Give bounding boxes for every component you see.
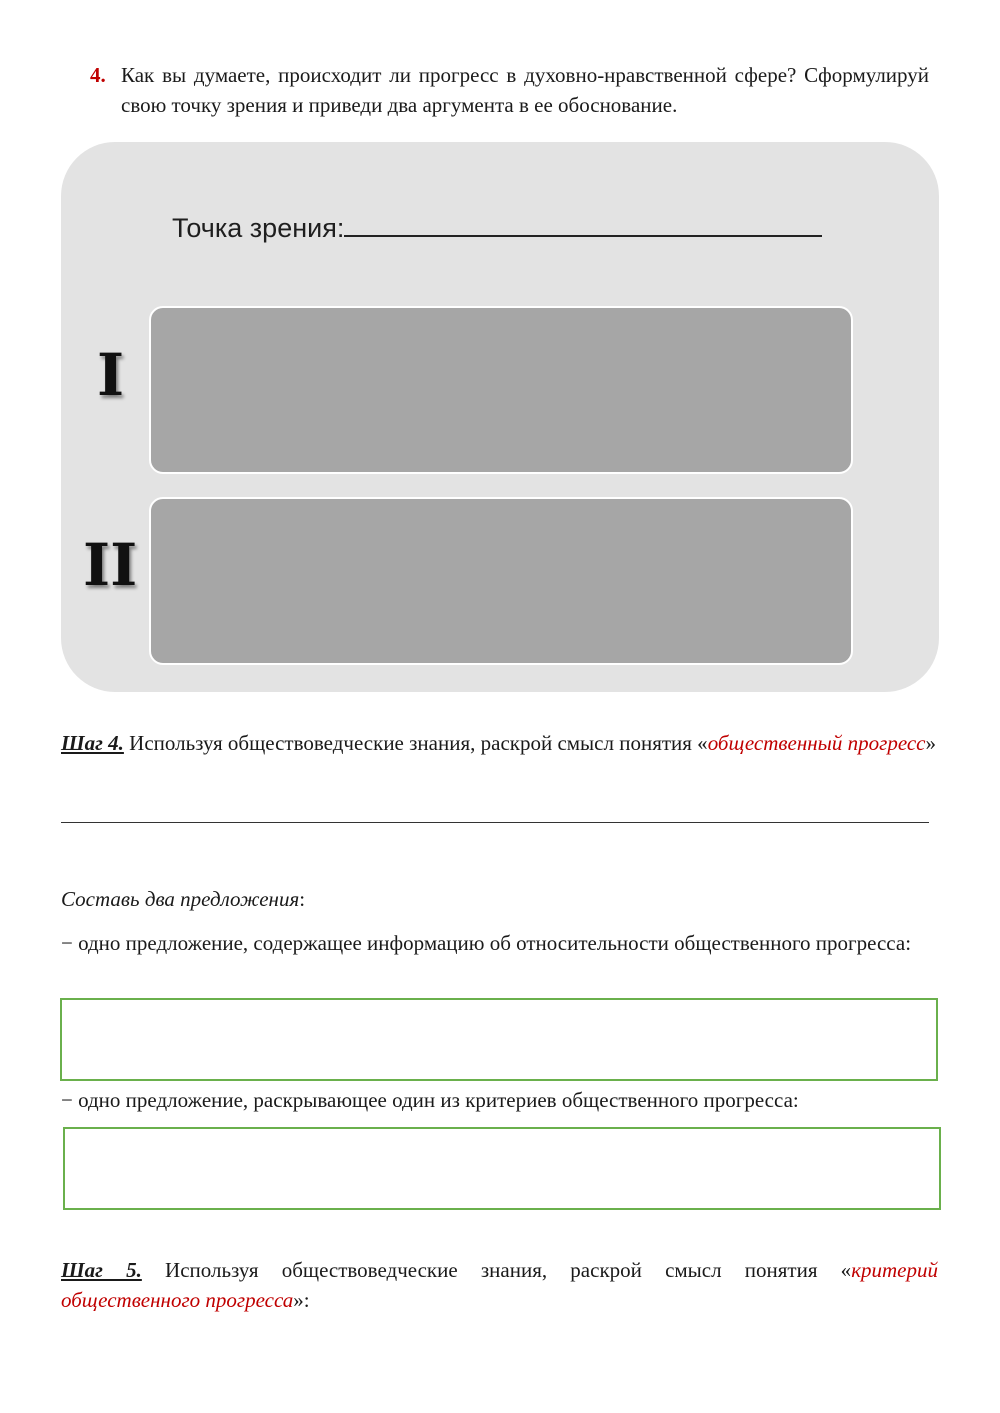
viewpoint-row	[172, 205, 832, 246]
compose-colon: :	[299, 887, 306, 911]
argument-2-box[interactable]	[149, 497, 853, 665]
viewpoint-label: Точка зрения:	[172, 213, 345, 243]
step-5-label: Шаг 5.	[61, 1258, 142, 1282]
sentence-2-answer-box[interactable]	[63, 1127, 941, 1210]
viewpoint-input-line[interactable]	[344, 205, 822, 237]
step-4-answer-line[interactable]	[61, 822, 929, 823]
argument-1-numeral: I	[97, 341, 125, 409]
step-4-closing: »	[925, 731, 937, 755]
step-5-text: Используя обществоведческие знания, раскрой смысл понятия «	[141, 1258, 852, 1282]
sentence-1-answer-box[interactable]	[60, 998, 938, 1081]
question-number: 4.	[90, 63, 106, 87]
argument-2-numeral: II	[83, 531, 138, 599]
step-4-label: Шаг 4.	[61, 731, 124, 755]
step-5-closing: »:	[293, 1288, 310, 1312]
step-4-term: общественный прогресс	[707, 731, 926, 755]
step-4	[61, 728, 938, 758]
argument-1-box[interactable]	[149, 306, 853, 474]
compose-instruction	[61, 884, 938, 914]
step-5	[61, 1255, 938, 1315]
question-text: Как вы думаете, происходит ли прогресс в духовно-нравственной сфере? Сформулируй свою точку зрения и приведи два аргумента в ее обоснование.	[121, 63, 929, 117]
sentence-1-prompt: − одно предложение, содержащее информацию об относительности общественного прогресса:	[61, 931, 912, 955]
sentence-2-prompt: − одно предложение, раскрывающее один из критериев общественного прогресса:	[61, 1088, 799, 1112]
compose-text: Составь два предложения	[61, 887, 300, 911]
step-4-text: Используя обществоведческие знания, раскрой смысл понятия «	[123, 731, 708, 755]
step-5-term: критерий общественного прогресса	[61, 1258, 938, 1312]
